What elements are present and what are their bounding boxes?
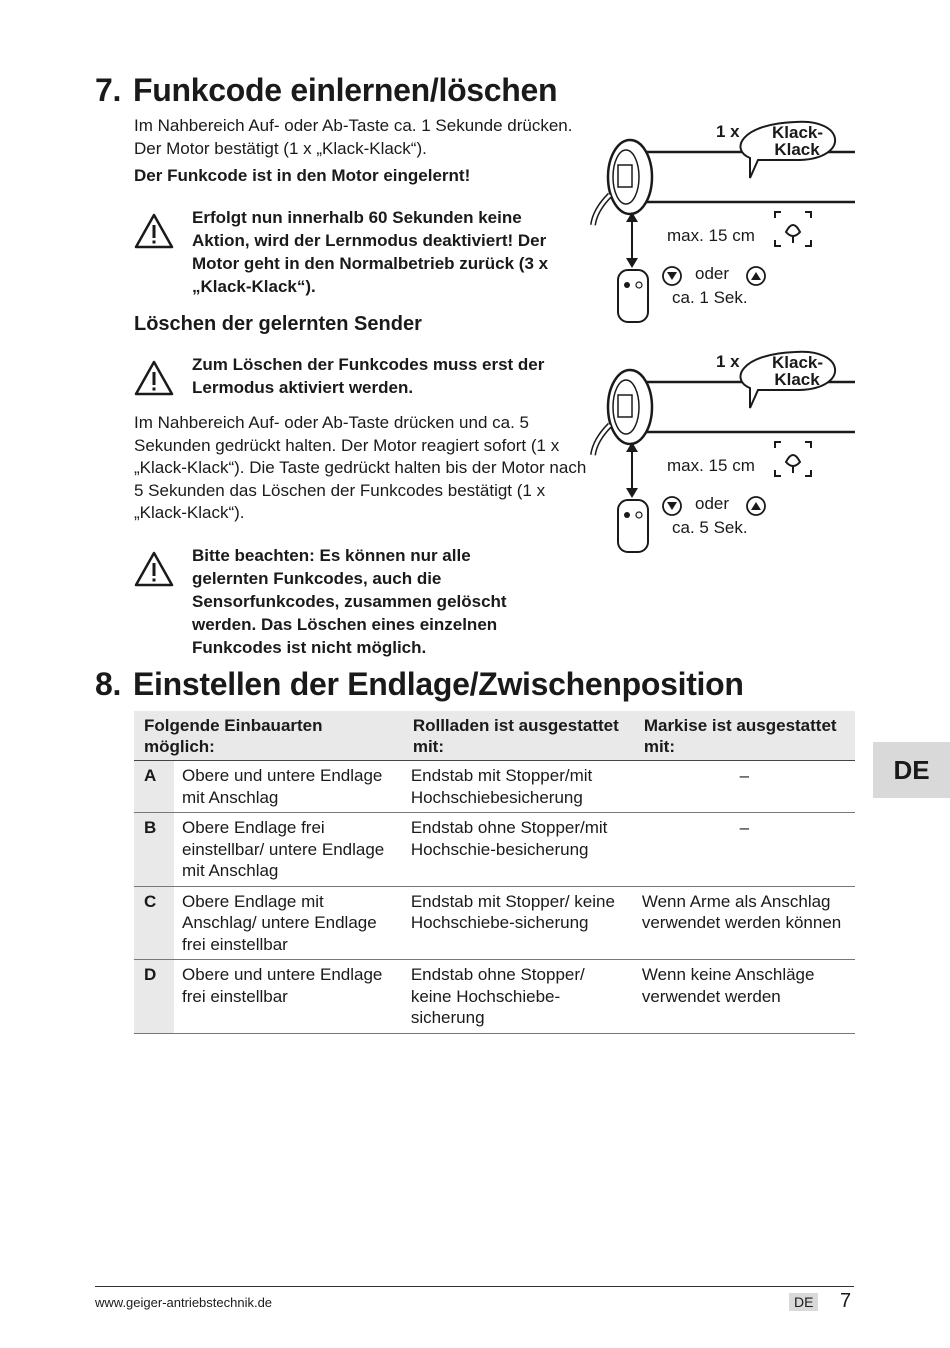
header-type: Folgende Einbauarten möglich: xyxy=(134,711,403,761)
row-roller: Endstab mit Stopper/ keine Hochschiebe-sicherung xyxy=(403,886,634,960)
delete-text: Im Nahbereich Auf- oder Ab-Taste drücken und ca. 5 Sekunden gedrückt halten. Der Motor reagiert sofort (1 x „Klack-Klack“). Die Taste gedrückt halten bis der Motor nach 5 Sekunden das Löschen der Funkcodes bestätigt (1 x „Klack-Klack“). xyxy=(134,413,587,522)
footer-divider xyxy=(95,1286,854,1287)
row-type: Obere Endlage mit Anschlag/ untere Endlage frei einstellbar xyxy=(174,886,403,960)
footer-language: DE xyxy=(789,1293,818,1311)
or-label: oder xyxy=(695,494,730,513)
row-roller: Endstab ohne Stopper/mit Hochschie-besicherung xyxy=(403,813,634,887)
table-row xyxy=(134,761,855,813)
learned-text: Der Funkcode ist in den Motor eingelernt! xyxy=(134,166,471,185)
header-awning: Markise ist ausgestattet mit: xyxy=(634,711,855,761)
klack-bubble xyxy=(772,354,822,388)
duration-label: ca. 5 Sek. xyxy=(672,518,748,537)
distance-label: max. 15 cm xyxy=(667,226,755,245)
delete-heading: Löschen der gelernten Sender xyxy=(134,313,422,335)
bubble-line-1: Klack- xyxy=(772,353,824,372)
section-7-title: Funkcode einlernen/löschen xyxy=(133,72,558,108)
page-number: 7 xyxy=(840,1290,852,1312)
footer-url: www.geiger-antriebstechnik.de xyxy=(95,1295,273,1310)
section-7-number: 7. xyxy=(95,72,122,108)
klack-bubble xyxy=(772,124,822,158)
table-row xyxy=(134,813,855,887)
row-type: Obere Endlage frei einstellbar/ untere Endlage mit Anschlag xyxy=(174,813,403,887)
row-awning: Wenn Arme als Anschlag verwendet werden können xyxy=(634,886,855,960)
language-tab: DE xyxy=(873,742,950,798)
table-row xyxy=(134,886,855,960)
row-roller: Endstab mit Stopper/mit Hochschiebesicherung xyxy=(403,761,634,813)
installation-table xyxy=(134,711,855,1034)
warning-icon xyxy=(134,213,174,249)
warning-3-body: Bitte beachten: Es können nur alle gelernten Funkcodes, auch die Sensorfunkcodes, zusammen gelöscht werden. Das Löschen eines einzelnen Funkcodes ist nicht möglich. xyxy=(192,546,507,657)
bubble-line-2: Klack xyxy=(774,370,820,389)
section-8-heading xyxy=(95,666,744,703)
warning-icon xyxy=(134,360,174,396)
table-header-row xyxy=(134,711,855,761)
section-8-title: Einstellen der Endlage/Zwischenposition xyxy=(133,666,744,702)
row-letter: C xyxy=(134,886,174,960)
section-8-number: 8. xyxy=(95,666,122,702)
bubble-line-2: Klack xyxy=(774,140,820,159)
section-7-heading xyxy=(95,72,557,109)
warning-2-text: Zum Löschen der Funkcodes muss erst der Lermodus aktiviert werden. xyxy=(192,355,545,397)
row-letter: A xyxy=(134,761,174,813)
table-row xyxy=(134,960,855,1034)
warning-3-text xyxy=(192,544,532,659)
diagram-count: 1 x xyxy=(716,352,740,371)
delete-diagram xyxy=(590,340,860,565)
row-awning: – xyxy=(634,813,855,887)
warning-icon xyxy=(134,551,174,587)
or-label: oder xyxy=(695,264,730,283)
row-letter: B xyxy=(134,813,174,887)
duration-label: ca. 1 Sek. xyxy=(672,288,748,307)
row-type: Obere und untere Endlage frei einstellbar xyxy=(174,960,403,1034)
row-awning: – xyxy=(634,761,855,813)
intro-text: Im Nahbereich Auf- oder Ab-Taste ca. 1 Sekunde drücken. Der Motor bestätigt (1 x „Klack-Klack“). xyxy=(134,116,573,158)
row-type: Obere und untere Endlage mit Anschlag xyxy=(174,761,403,813)
row-roller: Endstab ohne Stopper/ keine Hochschiebe-sicherung xyxy=(403,960,634,1034)
distance-label: max. 15 cm xyxy=(667,456,755,475)
row-letter: D xyxy=(134,960,174,1034)
bubble-line-1: Klack- xyxy=(772,123,824,142)
diagram-count: 1 x xyxy=(716,122,740,141)
header-roller: Rollladen ist ausgestattet mit: xyxy=(403,711,634,761)
row-awning: Wenn keine Anschläge verwendet werden xyxy=(634,960,855,1034)
learn-diagram xyxy=(590,110,860,335)
warning-1-text: Erfolgt nun innerhalb 60 Sekunden keine Aktion, wird der Lernmodus deaktiviert! Der Motor geht in den Normalbetrieb zurück (3 x „Klack-Klack“). xyxy=(192,208,549,296)
